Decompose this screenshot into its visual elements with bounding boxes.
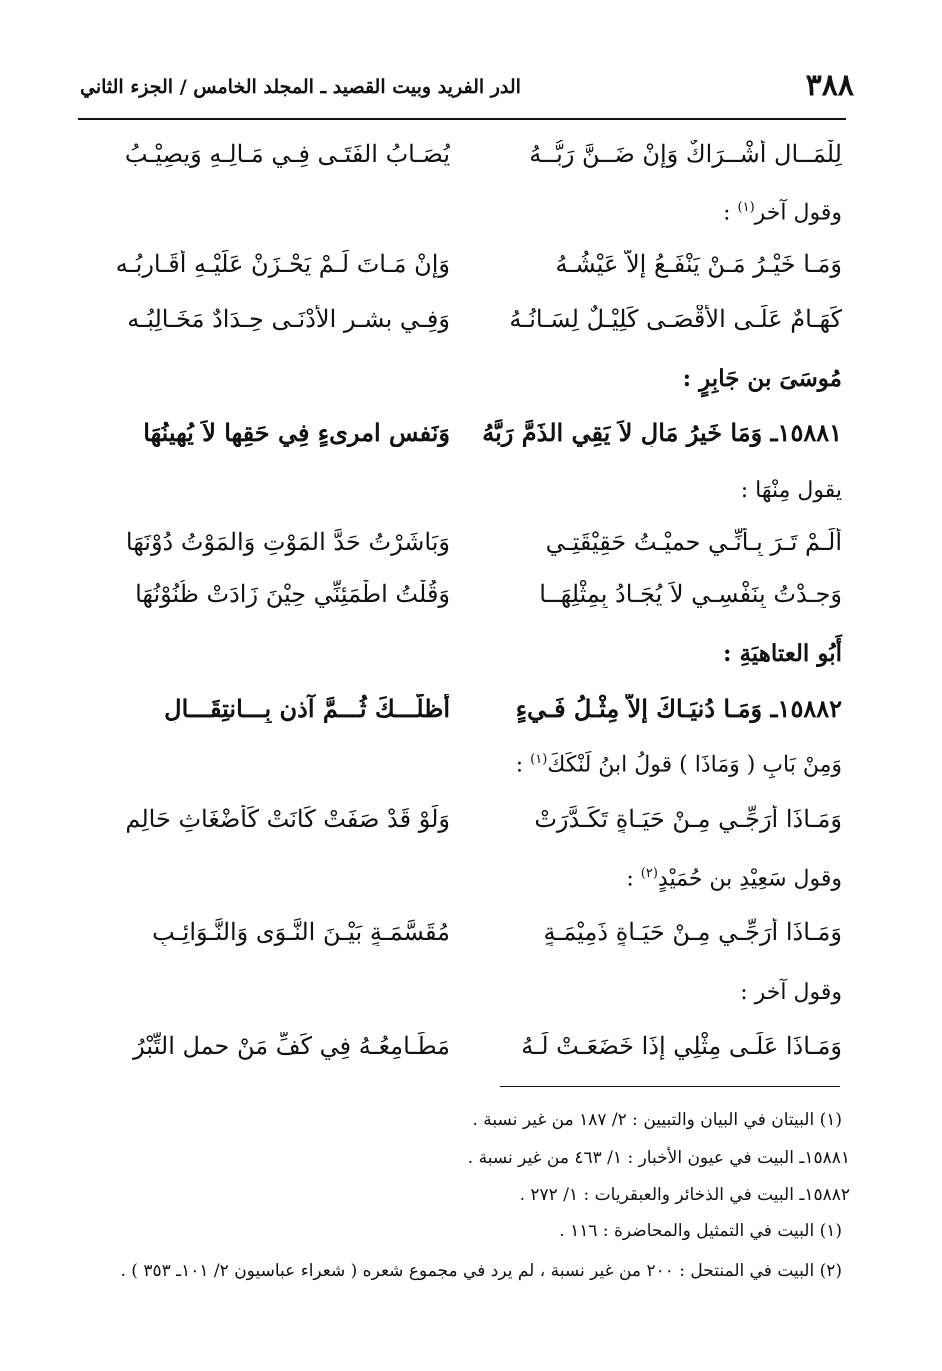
verse-second-hemistich: وَإِنْ مَـاتَ لَـمْ يَحْـزَنْ عَلَيْـهِ أَقَـارِبُـه: [115, 250, 450, 278]
verse-second-hemistich: وَقُلْتُ اطْمَئِنِّي حِيْنَ زَادَتْ ظُنُوْنُهَا: [135, 580, 450, 608]
intro-line: وقول آخر :: [740, 980, 842, 1005]
intro-line: وَمِنْ بَابِ ( وَمَاذَا ) قولُ ابنُ لَنْكَكَ$^{(١)}$ :: [515, 752, 842, 778]
verse-line: [90, 1032, 842, 1078]
poet-heading: مُوسَىَ بن جَابِرٍ :: [682, 365, 842, 392]
verse-first-hemistich: لِلْمَــالِ أَشْــرَاكٌ وَإِنْ ضَــنَّ رَبُّــهُ: [529, 140, 842, 168]
verse-second-hemistich: أَظلَّـــكَ ثُـــمَّ آذن بِـــانتِقَـــالِ: [164, 694, 450, 723]
intro-line: وقول سَعِيْدِ بن حُمَيْدٍ$^{(٢)}$ :: [626, 866, 842, 892]
verse-line: [90, 140, 842, 186]
verse-second-hemistich: مُقَسَّمَـةٍ بَيْـنَ النَّـوَى وَالنَّـوَائِـبِ: [152, 918, 450, 946]
verse-first-hemistich: وَمَـا خَيْـرُ مَـنْ يَنْفَـعُ إِلاَّ عَيْشُـهُ: [555, 250, 842, 278]
verse-first-hemistich: ١٥٨٨١ـ وَمَا خَيرُ مَالٍ لاَ يَقِي الذَمَّ رَبَّهُ: [482, 418, 842, 447]
verse-second-hemistich: مَطَـامِعُـهُ فِي كَفِّ مَنْ حمل التِّبْرُ: [133, 1032, 450, 1060]
poet-heading: أَبُو العتاهيَةِ :: [722, 640, 842, 667]
verse-line: [90, 250, 842, 296]
footnote-marker: (١): [530, 752, 548, 767]
footnote: (١) البيت في التمثيل والمحاضرة : ١١٦ .: [559, 1221, 842, 1241]
footnote-marker: (١): [737, 200, 755, 215]
verse-line-numbered: [90, 694, 842, 740]
verse-first-hemistich: وَمَـاذَا عَلَـى مِثْلِي إِذَا خَضَعَـتْ لَـهُ: [521, 1032, 842, 1060]
verse-line: [90, 918, 842, 964]
running-title: الدر الفريد وبيت القصيد ـ المجلد الخامس / الجزء الثاني: [80, 76, 521, 98]
page-number: ٣٨٨: [805, 68, 854, 103]
verse-first-hemistich: وَمَـاذَا أُرَجِّـي مِـنْ حَيَـاةٍ ذَمِيْمَـةٍ: [543, 918, 842, 946]
footnote: (٢) البيت في المنتحل : ٢٠٠ من غير نسبة ، لم يرد في مجموع شعره ( شعراء عباسيون ٢/ ١٠١ـ ٣٥٣ ) .: [120, 1261, 842, 1281]
verse-second-hemistich: وَفِـي بشـرِ الأَدْنَـى حِـدَادٌ مَخَـالِبُـه: [127, 305, 450, 333]
verse-first-hemistich: كَهَـامٌ عَلَـى الأَقْصَـى كَلِيْـلٌ لِسَـانُـهُ: [509, 305, 842, 333]
verse-second-hemistich: وَلَوْ قَدْ صَفَتْ كَانَتْ كَأَضْغَاثِ حَالِمِ: [125, 805, 450, 833]
verse-first-hemistich: أَلَـمْ تَـرَ بِـأَنِّـي حميْـتُ حَقِيْقَتِـي: [545, 528, 842, 556]
intro-line: يقول مِنْهَا :: [740, 478, 842, 503]
verse-first-hemistich: ١٥٨٨٢ـ وَمَـا دُنيَـاكَ إِلاَّ مِثْـلُ فَـيءٍ: [515, 694, 842, 723]
footnote: ١٥٨٨١ـ البيت في عيون الأخبار : ١/ ٤٦٣ من غير نسبة .: [467, 1148, 850, 1168]
verse-line: [90, 580, 842, 626]
intro-line: وقول آخر$^{(١)}$ :: [723, 200, 842, 226]
footnote-marker: (٢): [640, 866, 658, 881]
verse-line: [90, 528, 842, 574]
header-rule: [78, 118, 846, 120]
footnote-rule: [500, 1086, 840, 1087]
footnote: (١) البيتان في البيان والتبيين : ٢/ ١٨٧ من غير نسبة .: [472, 1110, 842, 1130]
verse-first-hemistich: وَجـدْتُ بِنَفْسِـي لاَ يُجَـادُ بِمِثْلِهَــا: [539, 580, 842, 608]
verse-second-hemistich: يُصَـابُ الفَتَـى فِـي مَـالِـهِ وَيصِيْـبُ: [124, 140, 450, 168]
verse-second-hemistich: وَنَفس امرىءٍ فِي حَقِها لاَ يُهِينُهَا: [143, 418, 450, 447]
verse-second-hemistich: وَبَاشَرْتُ حَدَّ المَوْتِ وَالمَوْتُ دُوْنَهَا: [125, 528, 450, 556]
verse-line: [90, 305, 842, 351]
footnote: ١٥٨٨٢ـ البيت في الذخائر والعبقريات : ١/ ٢٧٢ .: [519, 1185, 850, 1205]
verse-first-hemistich: وَمَـاذَا أُرَجِّـي مِـنْ حَيَـاةٍ تَكَـدَّرَتْ: [534, 805, 842, 833]
verse-line-numbered: [90, 418, 842, 464]
verse-line: [90, 805, 842, 851]
